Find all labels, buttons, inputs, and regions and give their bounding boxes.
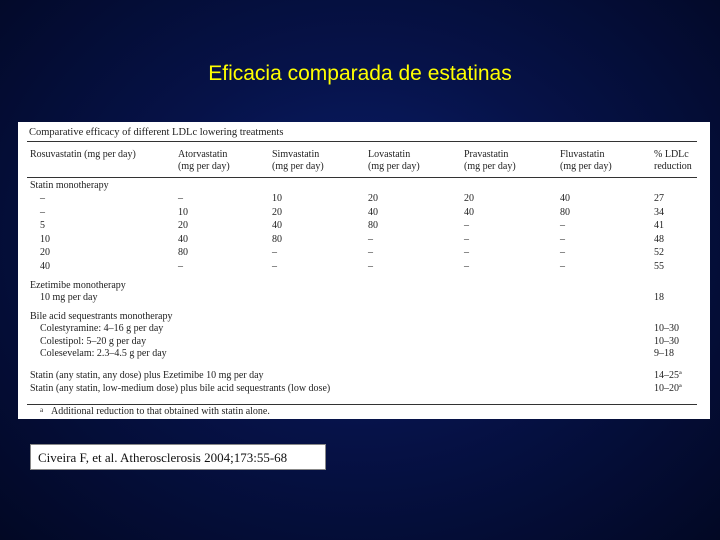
section-label: Statin monotherapy [30, 180, 109, 191]
table-cell: 55 [654, 260, 664, 272]
column-header: Simvastatin [272, 149, 320, 160]
table-cell: 80 [560, 206, 570, 218]
table-cell: 80 [272, 233, 282, 245]
table-cell: 20 [272, 206, 282, 218]
table-cell: 14–25ª [654, 370, 682, 381]
column-header: % LDLc [654, 149, 689, 160]
table-cell: 34 [654, 206, 664, 218]
table-cell: – [464, 247, 469, 258]
efficacy-table [18, 122, 710, 419]
table-cell: Statin (any statin, any dose) plus Ezetimibe 10 mg per day [30, 370, 264, 381]
column-header: Atorvastatin [178, 149, 228, 160]
table-cell: 20 [178, 220, 188, 231]
table-cell: – [560, 233, 565, 245]
column-header: Lovastatin [368, 149, 411, 160]
table-cell: 10–30 [654, 335, 679, 347]
column-header: Pravastatin [464, 149, 509, 160]
citation: Civeira F, et al. Atherosclerosis 2004;173:55-68 [30, 444, 326, 470]
table-cell: – [464, 260, 469, 272]
table-cell: 80 [178, 247, 188, 258]
column-header: (mg per day) [272, 161, 324, 172]
table-cell: – [272, 247, 277, 258]
table-cell: – [368, 247, 373, 258]
table-cell: 10 [40, 233, 50, 245]
table-cell: 40 [272, 220, 282, 231]
table-cell: – [178, 193, 183, 204]
table-cell: 40 [560, 193, 570, 204]
table-cell: 27 [654, 193, 664, 204]
table-cell: – [464, 233, 469, 245]
top-rule [27, 141, 697, 142]
table-cell: – [560, 260, 565, 272]
section-label: Ezetimibe monotherapy [30, 280, 126, 291]
table-cell: 52 [654, 247, 664, 258]
table-cell: – [40, 206, 45, 218]
table-cell: – [464, 220, 469, 231]
table-caption: Comparative efficacy of different LDLc lowering treatments [29, 127, 284, 138]
table-cell: – [560, 220, 565, 231]
table-cell: 40 [368, 206, 378, 218]
column-header: (mg per day) [178, 161, 230, 172]
table-cell: 9–18 [654, 348, 674, 359]
table-cell: Statin (any statin, low-medium dose) plus bile acid sequestrants (low dose) [30, 382, 331, 394]
table-cell: – [272, 260, 277, 272]
table-cell: Colesevelam: 2.3–4.5 g per day [40, 348, 167, 359]
table-cell: 20 [464, 193, 474, 204]
column-header: (mg per day) [368, 161, 420, 172]
table-cell: 40 [40, 260, 50, 272]
column-header: reduction [654, 161, 692, 172]
column-header: Rosuvastatin (mg per day) [30, 149, 136, 160]
table-cell: 40 [178, 233, 188, 245]
column-header: Fluvastatin [560, 149, 605, 160]
header-rule [27, 177, 697, 178]
table-cell: 48 [654, 233, 664, 245]
table-cell: 10 [178, 206, 188, 218]
table-cell: – [368, 233, 373, 245]
table-cell: 20 [368, 193, 378, 204]
table-cell: Colestipol: 5–20 g per day [40, 335, 147, 347]
table-cell: 10–20ª [654, 382, 682, 394]
table-cell: 10 mg per day [40, 292, 98, 303]
table-cell: 40 [464, 206, 474, 218]
table-cell: 10 [272, 193, 282, 204]
table-cell: 10–30 [654, 323, 679, 334]
bottom-rule [27, 404, 697, 405]
table-cell: Colestyramine: 4–16 g per day [40, 323, 164, 334]
footnote-text: Additional reduction to that obtained with statin alone. [51, 406, 270, 417]
table-cell: 5 [40, 220, 45, 231]
table-cell: – [178, 260, 183, 272]
table-cell: – [368, 260, 373, 272]
slide-title: Eficacia comparada de estatinas [208, 62, 512, 85]
table-cell: 18 [654, 292, 664, 303]
table-cell: 20 [40, 247, 50, 258]
table-cell: – [40, 193, 45, 204]
footnote-marker: a [40, 406, 44, 414]
column-header: (mg per day) [464, 161, 516, 172]
table-cell: 80 [368, 220, 378, 231]
table-cell: 41 [654, 220, 664, 231]
section-label: Bile acid sequestrants monotherapy [30, 311, 173, 322]
table-cell: – [560, 247, 565, 258]
column-header: (mg per day) [560, 161, 612, 172]
